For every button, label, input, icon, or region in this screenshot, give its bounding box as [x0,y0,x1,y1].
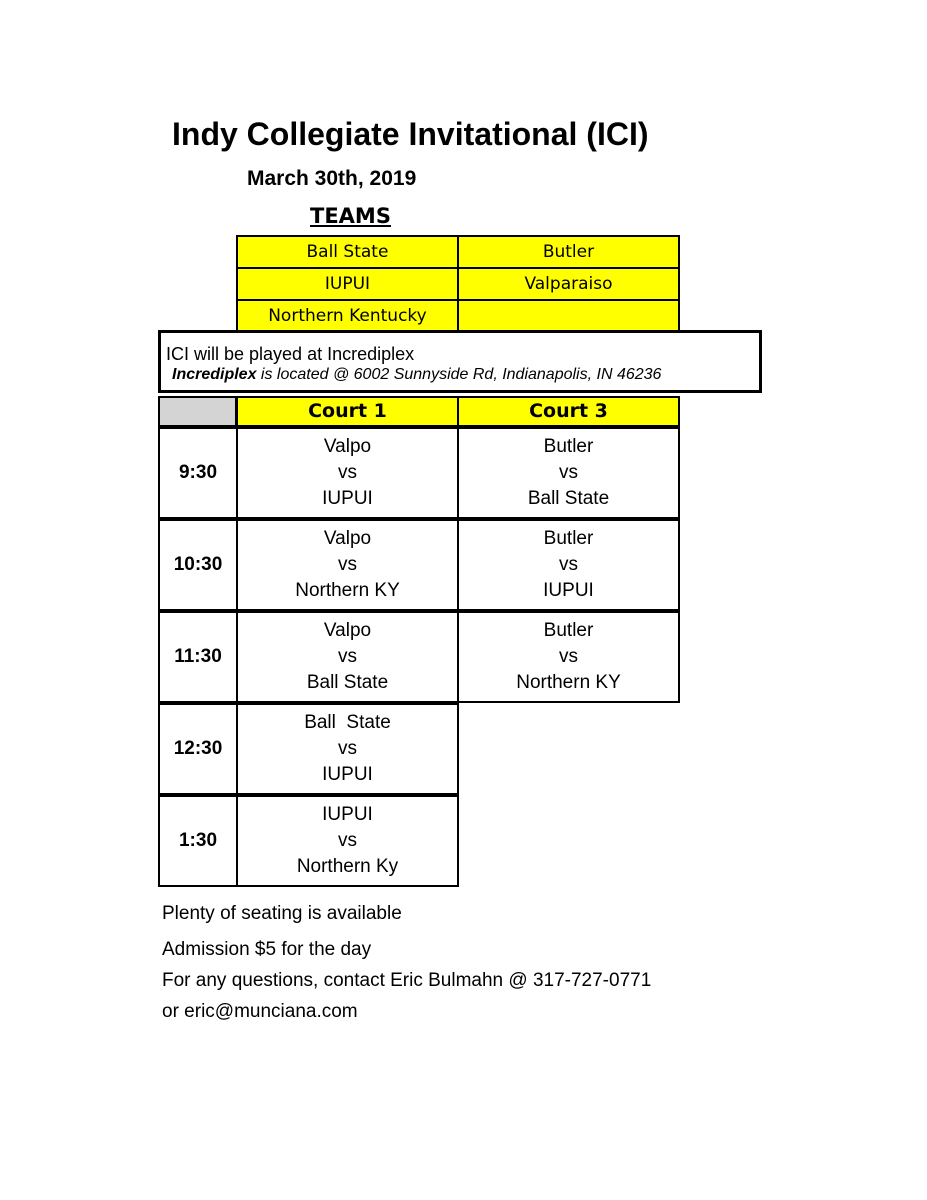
teams-heading: TEAMS [310,204,391,228]
game-cell [457,427,680,519]
team-cell: Butler [458,236,679,268]
team-name: Valpo [323,620,372,641]
time-slot: 10:30 [158,519,238,611]
team-name: Ball State [304,712,391,733]
game-cell [236,519,459,611]
team-name: Butler [543,620,594,641]
team-name: IUPUI [322,804,373,825]
versus-text: vs [338,554,357,575]
schedule-corner-cell [158,396,237,427]
contact-note: For any questions, contact Eric Bulmahn @ 317-727-0771 [162,970,652,991]
team-name: Northern Ky [296,856,399,877]
team-name: Valpo [323,436,372,457]
team-name: IUPUI [322,488,373,509]
team-name: Valpo [323,528,372,549]
venue-line: ICI will be played at Incrediplex [166,344,415,364]
team-name: Butler [543,436,594,457]
versus-text: vs [559,554,578,575]
versus-text: vs [338,738,357,759]
team-name: Butler [543,528,594,549]
team-name: IUPUI [322,764,373,785]
versus-text: vs [338,646,357,667]
venue-name: Incrediplex [172,366,257,383]
versus-text: vs [559,646,578,667]
court-header: Court 3 [457,396,680,427]
versus-text: vs [559,462,578,483]
game-cell [457,519,680,611]
game-cell [236,795,459,887]
time-slot: 11:30 [158,611,238,703]
versus-text: vs [338,830,357,851]
team-name: IUPUI [543,580,594,601]
game-cell [457,611,680,703]
seating-note: Plenty of seating is available [162,903,402,924]
page-title: Indy Collegiate Invitational (ICI) [172,116,649,152]
event-date: March 30th, 2019 [247,167,417,190]
time-slot: 9:30 [158,427,238,519]
venue-box [158,330,762,393]
game-cell [236,427,459,519]
venue-address-text: is located @ 6002 Sunnyside Rd, Indianapolis, IN 46236 [256,366,662,383]
time-slot: 12:30 [158,703,238,795]
team-cell: Valparaiso [458,268,679,300]
team-cell [458,300,679,332]
team-name: Northern KY [516,672,621,693]
admission-note: Admission $5 for the day [162,939,372,960]
venue-address [166,365,759,385]
court-header: Court 1 [236,396,459,427]
team-cell: IUPUI [237,268,458,300]
email-note: or eric@munciana.com [162,1001,358,1022]
teams-row [237,236,679,268]
time-slot: 1:30 [158,795,238,887]
team-name: Ball State [527,488,610,509]
teams-row [237,268,679,300]
game-cell [236,703,459,795]
teams-row [237,300,679,332]
teams-table [236,235,680,333]
team-cell: Ball State [237,236,458,268]
game-cell [236,611,459,703]
team-name: Ball State [306,672,389,693]
team-name: Northern KY [295,580,400,601]
team-cell: Northern Kentucky [237,300,458,332]
versus-text: vs [338,462,357,483]
